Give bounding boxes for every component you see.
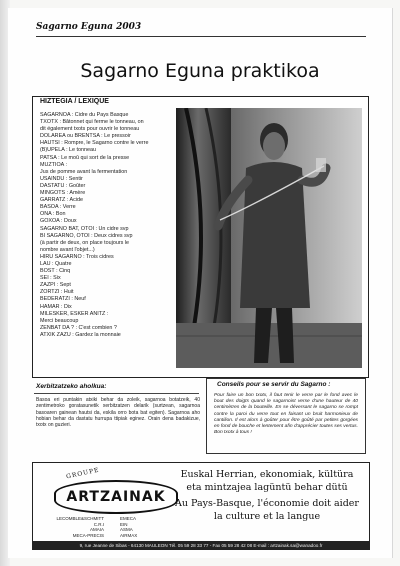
glossary-entry: ZENBAT DA ? : C'est combien ? (40, 324, 117, 331)
ad-logo-groupe: GROUPE (65, 466, 101, 481)
glossary-entry: BOST : Cinq (40, 268, 71, 275)
glossary-entry: PATSA : Le moû qui sort de la presse (40, 154, 130, 161)
advice-eu-heading: Xerbitzatzeko aholkua: (36, 383, 107, 390)
glossary-entry: ZAZPI : Sept (40, 282, 71, 289)
glossary-entry: nombre avant l'objet...) (40, 246, 95, 253)
cider-pouring-photo (176, 108, 362, 368)
ad-slogan-eu (172, 468, 362, 494)
glossary-entry: SAGARNOA : Cidre du Pays Basque (40, 112, 129, 118)
header-brand: Sagarno Eguna 2003 (36, 22, 142, 32)
ad-member-name: ASMA (120, 527, 133, 532)
glossary-entry: MINGOTS : Amère (40, 190, 86, 197)
glossary-entry: (à partir de deux, on place toujours le (40, 239, 129, 246)
glossary-entry: LAU : Quatre (40, 260, 72, 267)
header-rule (36, 36, 366, 37)
advice-eu-rule (34, 393, 199, 394)
glossary-entry: MILESKER, ESKER ANITZ : (40, 310, 109, 317)
glossary-entry: ZORTZI : Huit (40, 289, 74, 296)
glossary-entry: MUZTIOA : (40, 161, 67, 168)
glossary-entry: Jus de pomme avant la fermentation (40, 168, 128, 175)
glossary-list (40, 112, 180, 339)
glossary-entry: GOXOA : Doux (40, 218, 77, 225)
glossary-entry: dit également txots pour ouvrir le tonneau (40, 126, 140, 133)
glossary-entry: GARRATZ : Acide (40, 197, 84, 204)
page-title: Sagarno Eguna praktikoa (80, 60, 320, 82)
ad-member-name: LECOMBLE&SCHMITT (56, 516, 104, 521)
ad-logo-name: ARTZAINAK (54, 480, 178, 514)
advice-fr-text: Pour faire un bon txotx, il faut tenir le verre par le fond avec le bout des doigts quand le sagarnoist verse d'une hauteur de 40 centimètres de la bouteille. En se déversant le sagarno se rompt contre la paroi du verre tout en faisant un bruit harmonieux de cantilion. Il est alors à goûter pour être goûté par petites gorgées en fond de bouche et lentement afin d'apprécier toutes ses vertus. Bon txotx à tous ! (214, 393, 358, 436)
ad-member-name: AIRMAX (120, 532, 138, 538)
ad-member-name: C.R.I (93, 521, 104, 527)
glossary-entry: TXOTX : Bâtonnet qui ferme le tonneau, on (40, 119, 144, 126)
ad-slogan-eu-line: eta mintzajea lagüntü behar dütü (186, 482, 348, 493)
glossary-entry: HAUTSI : Rompre, le Sagarno contre le verre (40, 140, 149, 147)
ad-slogan-eu-line: Euskal Herrian, ekonomiak, kültüra (180, 469, 354, 480)
ad-member-name: EMECA (120, 516, 137, 521)
glossary-entry: BI SAGARNO, OTOI : Deux cidres svp (40, 232, 133, 239)
glossary-entry: BEDERATZI : Neuf (40, 296, 86, 303)
glossary-entry: SEI : Six (40, 275, 61, 282)
ad-footer-contact: 9, rue Jeanne de Sibas - 64130 MAULEON Tél. 05 59 28 33 77 - Fax 05 59 28 42 08 E-mail : artzainak.sa@wanadoo.fr (32, 541, 370, 550)
glossary-heading: HIZTEGIA / LEXIQUE (40, 98, 109, 105)
glossary-entry: DASTATU : Goûter (40, 182, 86, 189)
glossary-entry: ONA : Bon (40, 211, 66, 218)
glossary-entry: HAMAR : Dix (40, 303, 72, 310)
ad-slogan-fr-line: Au Pays-Basque, l'économie doit aider (175, 498, 359, 509)
glossary-entry: BASOA : Verre (40, 204, 76, 211)
glossary-entry: ATXIK ZAZU : Gardez la monnaie (40, 331, 121, 338)
glossary-entry: HIRU SAGARNO : Trois cidres (40, 253, 114, 260)
glossary-entry: Merci beaucoup (40, 317, 79, 324)
ad-members-left (44, 516, 104, 538)
advice-fr-heading: Conseils pour se servir du Sagarno : (217, 381, 331, 388)
glossary-entry: DOLAREA ou BRENTSA : Le pressoir (40, 133, 131, 140)
ad-slogan-fr (172, 497, 362, 523)
glossary-entry: (B)UPELA : Le tonneau (40, 147, 97, 154)
glossary-entry: USAINDU : Sentir (40, 175, 83, 182)
ad-member-name: MECA-PRECIS (72, 532, 104, 538)
advice-eu-text: Basoa eri puntakin atxiki behar da zoleik, sagarnoa botatzeik, 40 zentimetroko goratasunetik xerbitzatzen delarik (surtzean, sagarnoa basoaren gainean hautsi da, eskila orro bota bat egiten). Sagarnoa aho hobian behar da dastatu hurrupa ttipiak eginez. Orain dena badakizue, txotx on guzieri. (36, 397, 200, 429)
ad-members-right (120, 516, 160, 538)
ad-member-name: EIN (120, 521, 128, 527)
photo-illustration (176, 108, 362, 368)
ad-slogan-fr-line: la culture et la langue (213, 511, 321, 522)
ad-member-name: AMAIA (89, 527, 104, 532)
glossary-entry: SAGARNO BAT, OTOI : Un cidre svp (40, 225, 129, 232)
